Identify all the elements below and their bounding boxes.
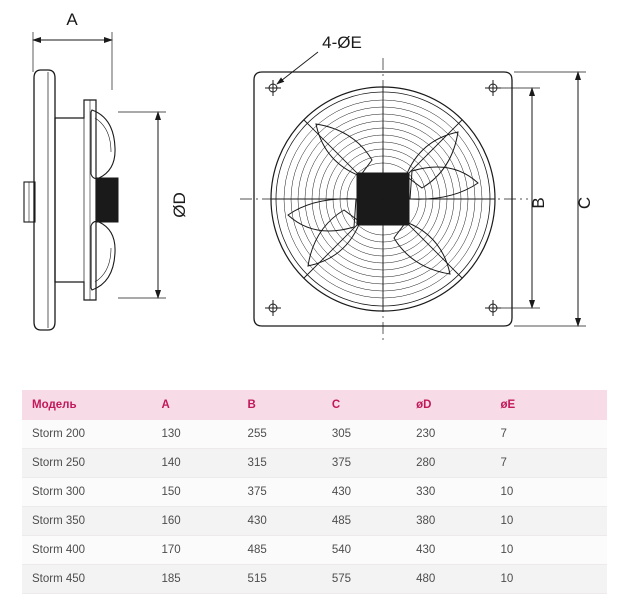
table-row	[22, 420, 607, 449]
table-row	[22, 565, 607, 594]
cell-model: Storm 200	[22, 420, 152, 449]
column-header-model: Модель	[22, 390, 152, 420]
cell-a: 140	[152, 449, 238, 478]
table-header-row	[22, 390, 607, 420]
cell-oe: 10	[490, 565, 607, 594]
cell-model: Storm 400	[22, 536, 152, 565]
cell-b: 375	[238, 478, 322, 507]
cell-od: 280	[406, 449, 490, 478]
cell-a: 150	[152, 478, 238, 507]
cell-model: Storm 250	[22, 449, 152, 478]
cell-b: 315	[238, 449, 322, 478]
cell-od: 230	[406, 420, 490, 449]
cell-oe: 7	[490, 420, 607, 449]
dimension-label-od: ØD	[170, 192, 189, 218]
cell-b: 485	[238, 536, 322, 565]
dimension-label-c: C	[575, 196, 594, 210]
cell-oe: 10	[490, 507, 607, 536]
cell-c: 485	[322, 507, 406, 536]
column-header-od: øD	[406, 390, 490, 420]
dimension-label-a: A	[66, 10, 78, 29]
cell-oe: 10	[490, 478, 607, 507]
cell-c: 575	[322, 565, 406, 594]
column-header-b: B	[238, 390, 322, 420]
cell-a: 130	[152, 420, 238, 449]
cell-a: 185	[152, 565, 238, 594]
cell-a: 170	[152, 536, 238, 565]
cell-b: 515	[238, 565, 322, 594]
cell-model: Storm 450	[22, 565, 152, 594]
cell-model: Storm 300	[22, 478, 152, 507]
dimension-label-holes: 4-ØE	[322, 33, 362, 52]
cell-c: 375	[322, 449, 406, 478]
cell-od: 330	[406, 478, 490, 507]
table-row	[22, 478, 607, 507]
cell-a: 160	[152, 507, 238, 536]
cell-c: 540	[322, 536, 406, 565]
cell-oe: 7	[490, 449, 607, 478]
cell-od: 430	[406, 536, 490, 565]
cell-model: Storm 350	[22, 507, 152, 536]
cell-b: 255	[238, 420, 322, 449]
cell-od: 480	[406, 565, 490, 594]
cell-b: 430	[238, 507, 322, 536]
cell-oe: 10	[490, 536, 607, 565]
dimension-label-b: B	[529, 197, 548, 209]
specifications-table	[22, 390, 607, 594]
table-row	[22, 507, 607, 536]
column-header-a: A	[152, 390, 238, 420]
column-header-c: C	[322, 390, 406, 420]
cell-c: 305	[322, 420, 406, 449]
table-row	[22, 449, 607, 478]
column-header-oe: øE	[490, 390, 607, 420]
cell-od: 380	[406, 507, 490, 536]
table-row	[22, 536, 607, 565]
cell-c: 430	[322, 478, 406, 507]
